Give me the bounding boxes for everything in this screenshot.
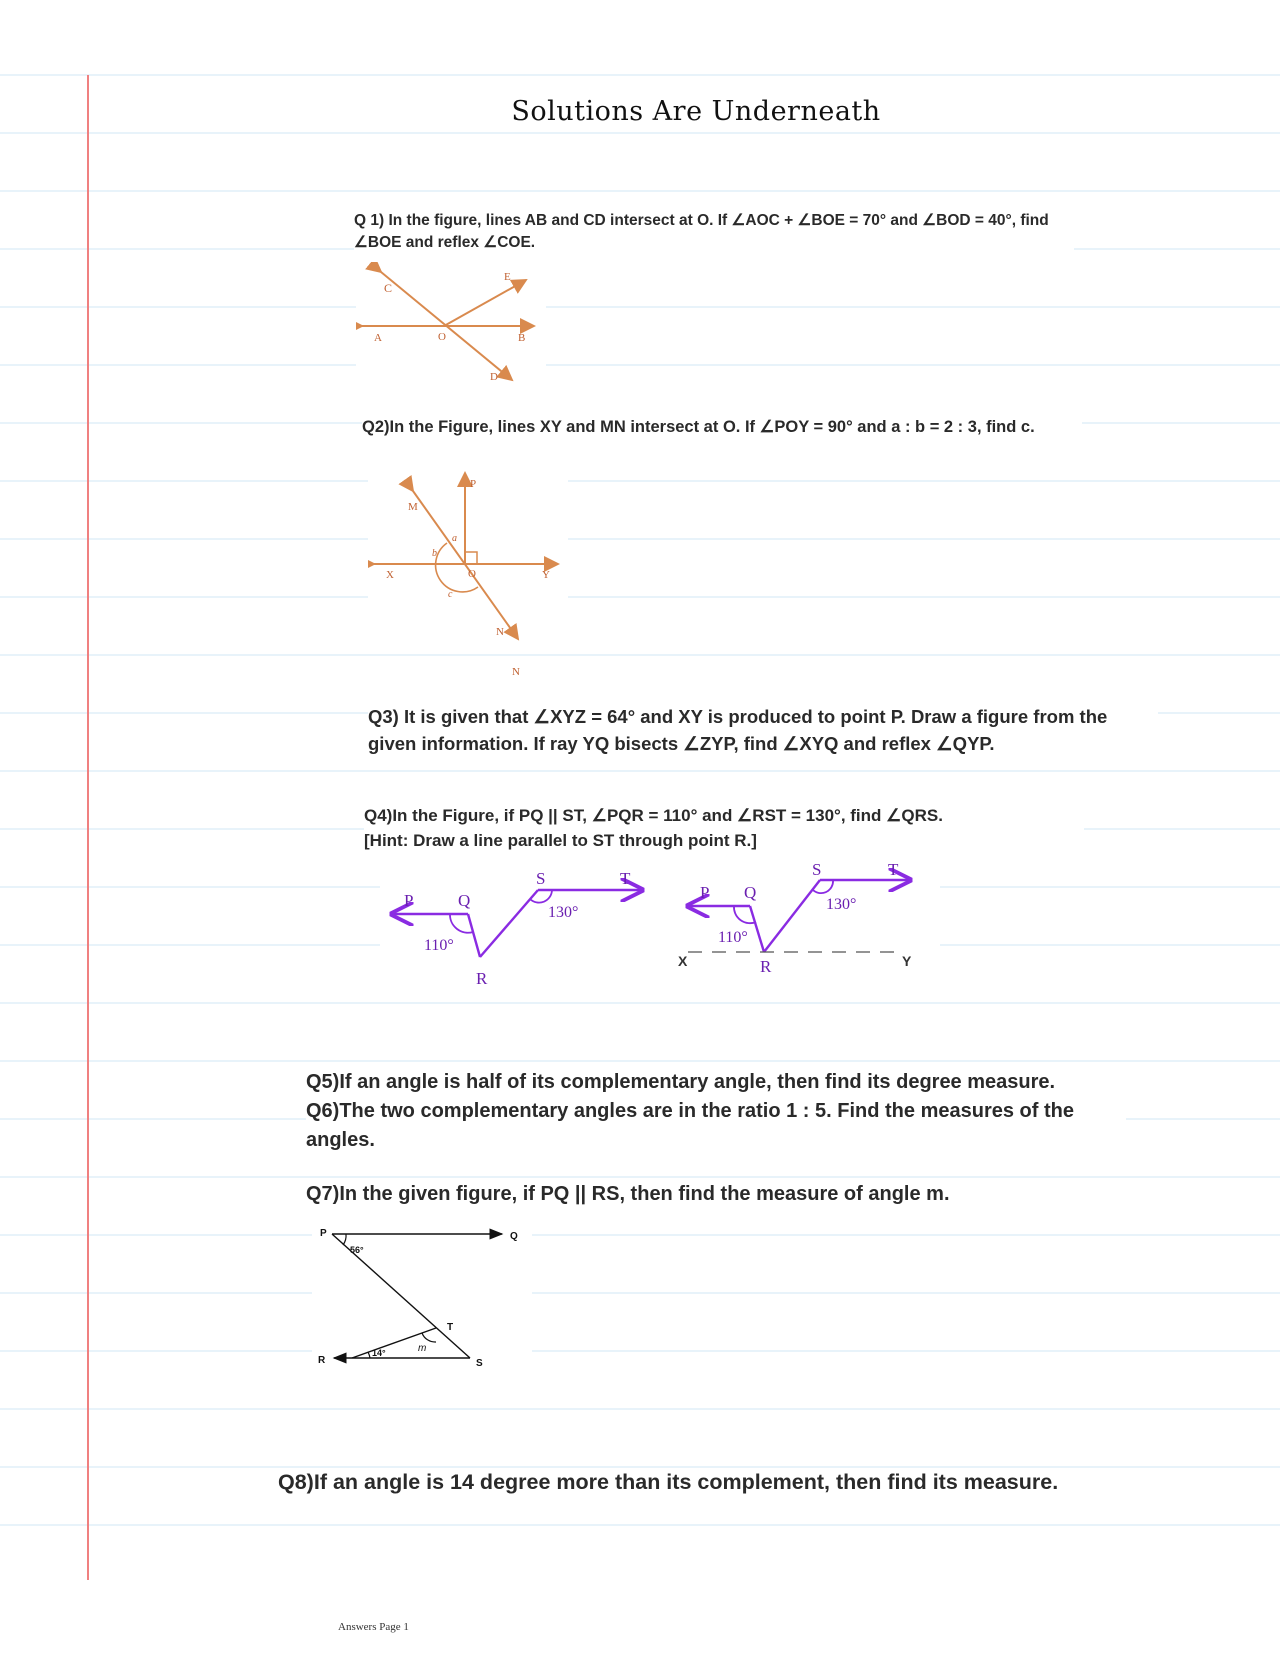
question-4-hint: [Hint: Draw a line parallel to ST through point R.] bbox=[364, 831, 757, 850]
fig2-label-n: N bbox=[496, 626, 504, 638]
fig4-right-angle-110: 110° bbox=[718, 929, 748, 946]
fig2-label-x: X bbox=[386, 569, 394, 581]
question-6: Q6)The two complementary angles are in the ratio 1 : 5. Find the measures of the angles. bbox=[306, 1100, 1074, 1151]
fig2-label-a: a bbox=[452, 533, 457, 544]
fig1-label-o: O bbox=[438, 331, 446, 343]
fig4-right-label-p: P bbox=[700, 883, 710, 902]
fig4-right-label-y: Y bbox=[902, 953, 912, 969]
fig7-label-p: P bbox=[320, 1228, 327, 1239]
fig7-label-r: R bbox=[318, 1355, 326, 1366]
fig2-label-y: Y bbox=[542, 569, 550, 581]
fig4-right-label-x: X bbox=[678, 953, 688, 969]
fig1-label-a: A bbox=[374, 332, 382, 344]
fig2-label-o: O bbox=[468, 568, 476, 580]
page-footer: Answers Page 1 bbox=[338, 1621, 409, 1633]
question-4 bbox=[364, 803, 1084, 853]
figure-q1 bbox=[356, 262, 546, 387]
fig7-angle-14: 14° bbox=[372, 1348, 386, 1358]
fig2-label-p: P bbox=[470, 478, 477, 490]
fig1-label-e: E bbox=[504, 271, 511, 283]
fig2-label-b: b bbox=[432, 548, 437, 559]
fig4-left-angle-130: 130° bbox=[548, 904, 579, 921]
margin-line bbox=[87, 75, 89, 1580]
question-4-text: Q4)In the Figure, if PQ || ST, ∠PQR = 110° and ∠RST = 130°, find ∠QRS. bbox=[364, 806, 943, 825]
fig4-left-angle-110: 110° bbox=[424, 937, 454, 954]
fig1-label-b: B bbox=[518, 332, 526, 344]
fig1-label-c: C bbox=[384, 281, 393, 295]
fig4-left-label-r: R bbox=[476, 969, 488, 988]
fig7-label-m: m bbox=[418, 1343, 427, 1354]
fig7-label-s: S bbox=[476, 1358, 483, 1369]
fig4-right-angle-130: 130° bbox=[826, 896, 857, 913]
question-2: Q2)In the Figure, lines XY and MN intersect at O. If ∠POY = 90° and a : b = 2 : 3, find c. bbox=[362, 417, 1082, 437]
fig4-left-label-q: Q bbox=[458, 891, 471, 910]
fig4-right-label-q: Q bbox=[744, 883, 757, 902]
question-7: Q7)In the given figure, if PQ || RS, then find the measure of angle m. bbox=[306, 1183, 1126, 1206]
fig4-left-label-s: S bbox=[536, 869, 546, 888]
fig4-right-label-r: R bbox=[760, 957, 772, 976]
fig2-label-c: c bbox=[448, 589, 453, 600]
fig4-right-label-t: T bbox=[888, 862, 899, 879]
question-3: Q3) It is given that ∠XYZ = 64° and XY is produced to point P. Draw a figure from the given information. If ray YQ bisects ∠ZYP, find ∠XYQ and reflex ∠QYP. bbox=[368, 703, 1158, 757]
fig7-angle-56: 56° bbox=[350, 1245, 364, 1255]
questions-5-6 bbox=[306, 1068, 1126, 1155]
question-1: Q 1) In the figure, lines AB and CD intersect at O. If ∠AOC + ∠BOE = 70° and ∠BOD = 40°, find ∠BOE and reflex ∠COE. bbox=[354, 210, 1074, 254]
question-8: Q8)If an angle is 14 degree more than its complement, then find its measure. bbox=[278, 1470, 1178, 1495]
question-5: Q5)If an angle is half of its complementary angle, then find its degree measure. bbox=[306, 1071, 1056, 1093]
fig7-label-t: T bbox=[447, 1322, 454, 1333]
fig4-right-label-s: S bbox=[812, 862, 822, 879]
fig4-left-label-p: P bbox=[404, 891, 414, 910]
stray-label-n: N bbox=[512, 666, 538, 682]
fig1-label-d: D bbox=[490, 371, 498, 383]
fig2-label-m: M bbox=[408, 501, 418, 513]
fig7-label-q: Q bbox=[510, 1231, 518, 1242]
figure-q4 bbox=[380, 862, 940, 992]
figure-q7 bbox=[312, 1222, 532, 1382]
fig4-left-label-t: T bbox=[620, 869, 631, 888]
figure-q2 bbox=[368, 465, 568, 650]
page-title: Solutions Are Underneath bbox=[511, 96, 881, 127]
